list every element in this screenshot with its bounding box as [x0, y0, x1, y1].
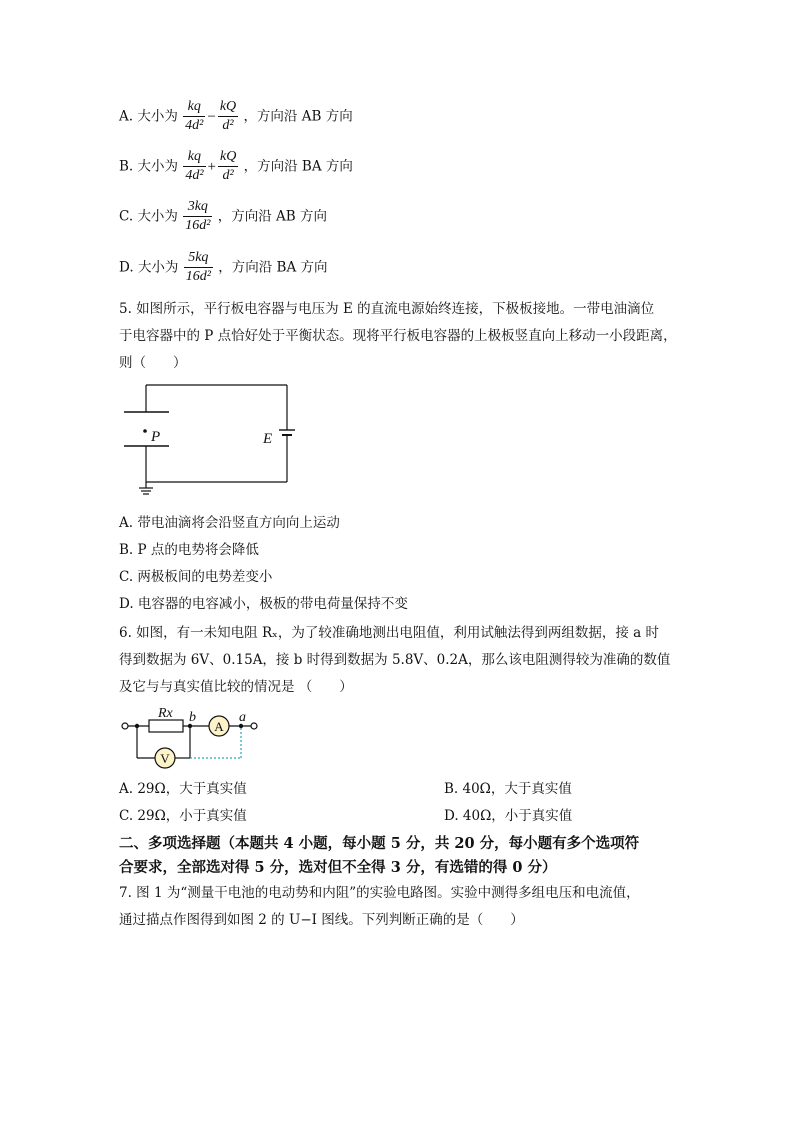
- q5-option-c: C. 两极板间的电势差变小: [119, 569, 273, 585]
- point-p-label: P: [151, 429, 161, 445]
- q6-option-c: C. 29Ω，小于真实值: [119, 808, 247, 824]
- q6-text-line: 及它与与真实值比较的情况是 （ ）: [119, 679, 353, 695]
- q5-text-line: 于电容器中的 P 点恰好处于平衡状态。现将平行板电容器的上极板竖直向上移动一小段距离，: [119, 328, 677, 344]
- q5-text-line: 则（ ）: [119, 355, 187, 371]
- fraction: $\frac{5kq}{\text{16d²}}$: [185, 250, 211, 284]
- q6-text-line: 6. 如图，有一未知电阻 Rₓ，为了较准确地测出电阻值，利用试触法得到两组数据，接 a 时: [119, 625, 659, 641]
- q5-text-line: 5. 如图所示，平行板电容器与电压为 E 的直流电源始终连接，下极板接地。一带电油滴位: [119, 301, 655, 317]
- section-heading: 合要求，全部选对得 5 分，选对但不全得 3 分，有选错的得 0 分）: [119, 859, 557, 876]
- q4-option-d: D. 大小为 $\frac{5kq}{\text{16d²}}$ ，方向沿 BA 方向: [119, 250, 328, 284]
- voltmeter-icon: V: [160, 751, 170, 766]
- fraction: $\frac{kq}{\text{4d²}}$: [185, 99, 204, 133]
- q4-option-c: C. 大小为 $\frac{3kq}{\text{16d²}}$ ，方向沿 AB 方向: [119, 199, 327, 233]
- node-b-label: b: [189, 710, 196, 725]
- q6-option-b: B. 40Ω，大于真实值: [444, 781, 572, 797]
- fraction: $\frac{kq}{\text{4d²}}$: [185, 149, 204, 183]
- ammeter-icon: A: [214, 719, 224, 734]
- fraction: $\frac{kQ}{\text{d²}}$: [219, 149, 237, 183]
- q4-option-a: A. 大小为 $\frac{kq}{\text{4d²}}$ − $\frac{kQ}{\text{d²}}$ ，方向沿 AB 方向: [119, 99, 353, 133]
- resistor-rx-label: Rx: [158, 706, 173, 721]
- fraction: $\frac{kQ}{\text{d²}}$: [219, 99, 237, 133]
- source-e-label: E: [263, 431, 273, 447]
- q5-option-b: B. P 点的电势将会降低: [119, 542, 259, 558]
- section-heading: 二、多项选择题（本题共 4 小题，每小题 5 分，共 20 分，每小题有多个选项符: [119, 835, 640, 852]
- q4-option-b: B. 大小为 $\frac{kq}{\text{4d²}}$ + $\frac{kQ}{\text{d²}}$ ，方向沿 BA 方向: [119, 149, 353, 183]
- node-a-label: a: [239, 710, 246, 725]
- resistor-measurement-circuit: [115, 703, 265, 769]
- q5-option-a: A. 带电油滴将会沿竖直方向向上运动: [119, 515, 340, 531]
- q7-text-line: 通过描点作图得到如图 2 的 U−I 图线。下列判断正确的是（ ）: [119, 912, 524, 928]
- q5-option-d: D. 电容器的电容减小，极板的带电荷量保持不变: [119, 596, 408, 612]
- fraction: $\frac{3kq}{\text{16d²}}$: [185, 199, 211, 233]
- q6-option-a: A. 29Ω，大于真实值: [119, 781, 247, 797]
- q7-text-line: 7. 图 1 为“测量干电池的电动势和内阻”的实验电路图。实验中测得多组电压和电流值，: [119, 885, 640, 901]
- capacitor-circuit-diagram: [115, 378, 305, 498]
- q6-option-d: D. 40Ω，小于真实值: [444, 808, 573, 824]
- q6-text-line: 得到数据为 6V、0.15A，接 b 时得到数据为 5.8V、0.2A，那么该电阻测得较为准确的数值: [119, 652, 671, 668]
